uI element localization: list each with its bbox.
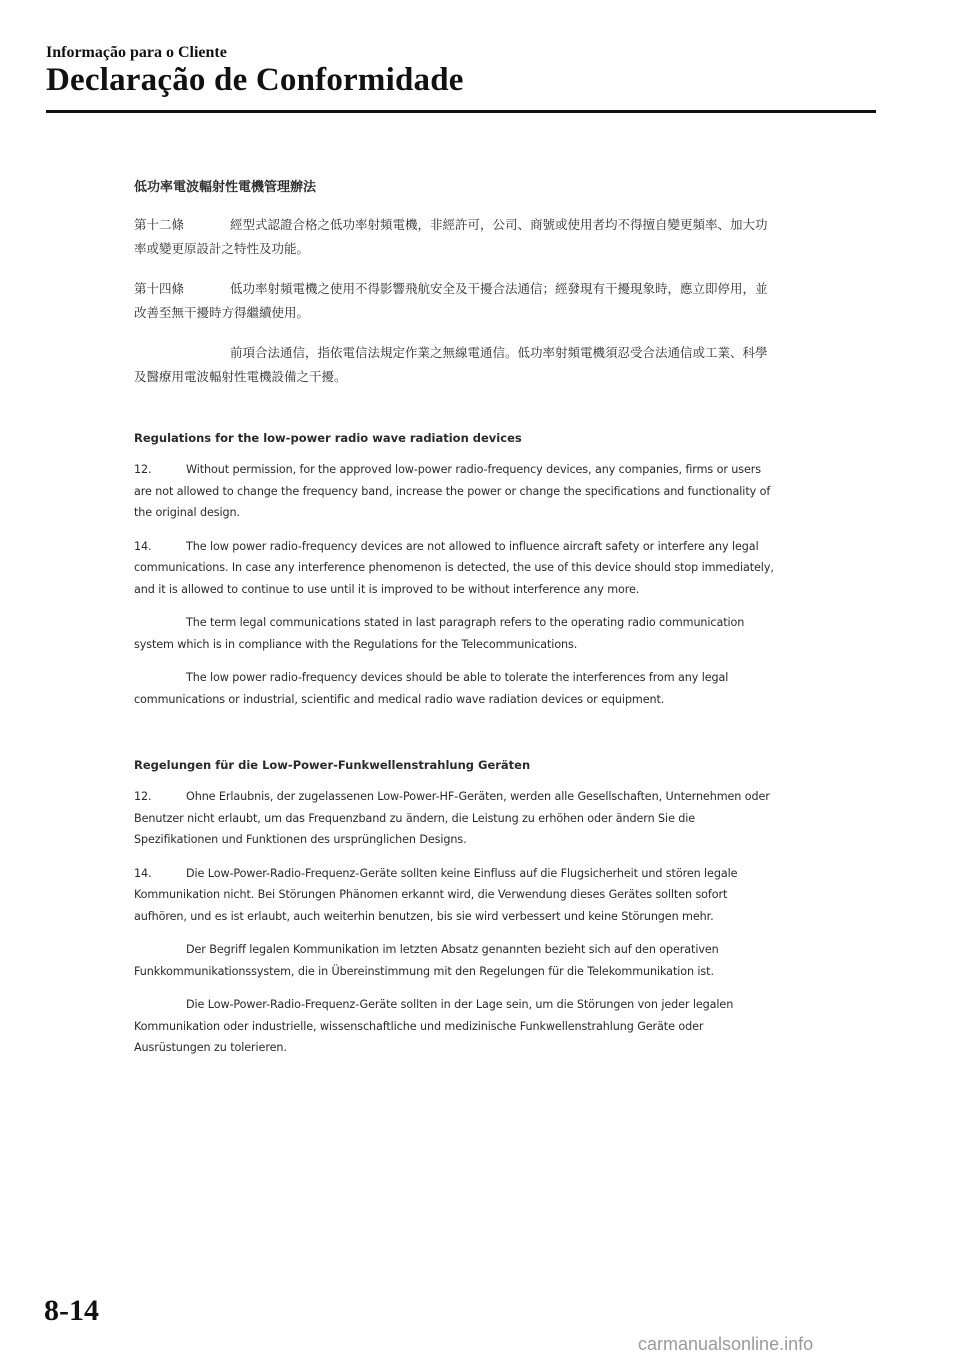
- chinese-paragraph-3-text: 前項合法通信，指依電信法規定作業之無線電通信。低功率射頻電機須忍受合法通信或工業、科學及醫療用電波輻射性電機設備之干擾。: [134, 345, 768, 384]
- german-paragraph-12-text: Ohne Erlaubnis, der zugelassenen Low-Power-HF-Geräten, werden alle Gesellschaften, Unternehmen oder Benutzer nicht erlaubt, um das Frequenzband zu ändern, die Leistung zu erhöhen oder ändern Sie die Spezifikationen und Funktionen des ursprünglichen Designs.: [134, 790, 770, 846]
- english-paragraph-12: [134, 459, 774, 524]
- english-paragraph-14: [134, 536, 774, 601]
- page-title: Declaração de Conformidade: [46, 62, 464, 98]
- german-paragraph-3: [134, 939, 774, 982]
- english-paragraph-4-text: The low power radio-frequency devices should be able to tolerate the interferences from any legal communications or industrial, scientific and medical radio wave radiation devices or equipment.: [134, 671, 729, 706]
- chinese-article-12: [134, 213, 774, 261]
- english-paragraph-14-number: 14.: [134, 539, 152, 553]
- english-paragraph-3: [134, 612, 774, 655]
- english-section: [134, 431, 774, 710]
- header-divider: [46, 110, 876, 113]
- german-paragraph-14-number: 14.: [134, 866, 152, 880]
- scanned-declaration: [134, 176, 774, 1071]
- chinese-article-12-text: 經型式認證合格之低功率射頻電機，非經許可，公司、商號或使用者均不得擅自變更頻率、加大功率或變更原設計之特性及功能。: [134, 217, 768, 256]
- chinese-title: 低功率電波輻射性電機管理辦法: [134, 180, 317, 195]
- chinese-article-14-number: 第十四條: [134, 281, 185, 296]
- watermark: carmanualsonline.info: [638, 1334, 814, 1354]
- chinese-paragraph-3: [134, 341, 774, 389]
- german-title: Regelungen für die Low-Power-Funkwellenstrahlung Geräten: [134, 758, 531, 772]
- english-paragraph-12-number: 12.: [134, 463, 152, 476]
- german-paragraph-3-text: Der Begriff legalen Kommunikation im letzten Absatz genannten bezieht sich auf den operativen Funkkommunikationssystem, die in Übereinstimmung mit den Regelungen für die Telekommunikation ist.: [134, 943, 719, 978]
- german-paragraph-4: [134, 994, 774, 1059]
- chinese-article-14-text: 低功率射頻電機之使用不得影響飛航安全及干擾合法通信；經發現有干擾現象時，應立即停用，並改善至無干擾時方得繼續使用。: [134, 281, 768, 320]
- page-number: 8-14: [44, 1294, 99, 1327]
- german-paragraph-12: [134, 786, 774, 851]
- section-label: Informação para o Cliente: [46, 44, 227, 61]
- german-paragraph-4-text: Die Low-Power-Radio-Frequenz-Geräte sollten in der Lage sein, um die Störungen von jeder legalen Kommunikation oder industrielle, wissenschaftliche und medizinische Funkwellenstrahlung Geräte oder Ausrüstungen zu tolerieren.: [134, 998, 734, 1054]
- english-paragraph-12-text: Without permission, for the approved low-power radio-frequency devices, any companies, firms or users are not allowed to change the frequency band, increase the power or change the specifications and functionality of the original design.: [134, 463, 771, 519]
- english-paragraph-14-text: The low power radio-frequency devices are not allowed to influence aircraft safety or interfere any legal communications. In case any interference phenomenon is detected, the use of this device should stop immediately, and it is allowed to continue to use until it is improved to be without interference any more.: [134, 539, 774, 596]
- german-paragraph-14: [134, 863, 774, 928]
- chinese-article-12-number: 第十二條: [134, 217, 185, 232]
- german-section: [134, 758, 774, 1059]
- chinese-section: [134, 176, 774, 389]
- german-paragraph-14-text: Die Low-Power-Radio-Frequenz-Geräte sollten keine Einfluss auf die Flugsicherheit und stören legale Kommunikation nicht. Bei Störungen Phänomen erkannt wird, die Verwendung dieses Gerätes sollten sofort aufhören, und es ist erlaubt, auch weiterhin benutzen, bis sie wird verbessert und keine Störungen mehr.: [134, 866, 738, 923]
- english-paragraph-4: [134, 667, 774, 710]
- english-paragraph-3-text: The term legal communications stated in last paragraph refers to the operating radio communication system which is in compliance with the Regulations for the Telecommunications.: [134, 616, 745, 651]
- chinese-article-14: [134, 277, 774, 325]
- english-title: Regulations for the low-power radio wave radiation devices: [134, 431, 522, 445]
- german-paragraph-12-number: 12.: [134, 790, 152, 803]
